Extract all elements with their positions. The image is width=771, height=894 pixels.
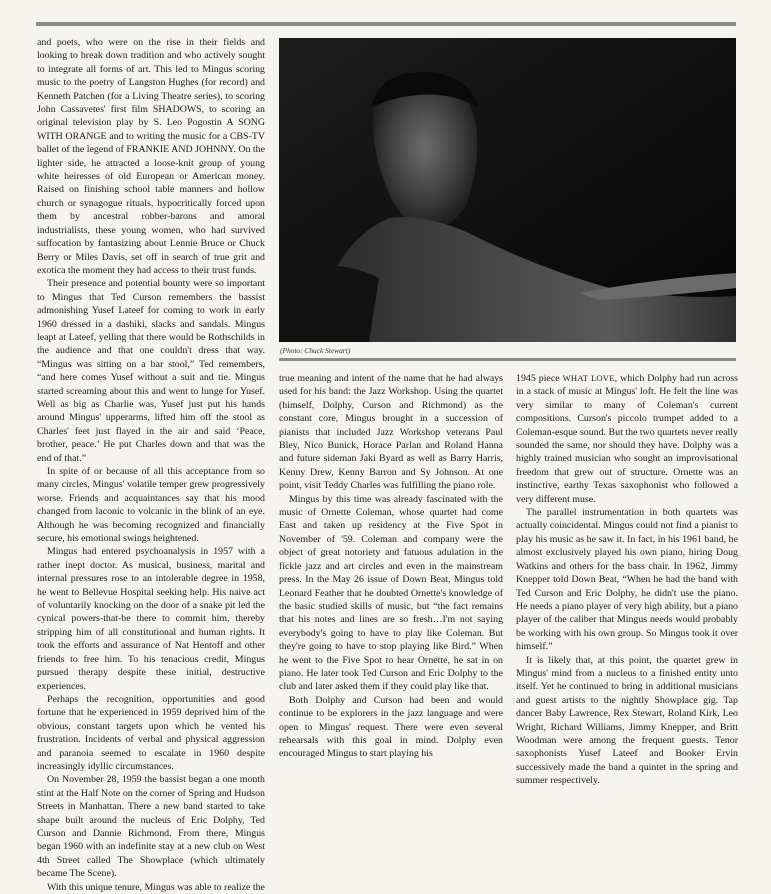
paragraph: Both Dolphy and Curson had been and would continue to be explorers in the jazz language and were open to Mingus' request. There were even several rehearsals with this goal in mind. Dolphy even encouraged Mingus to start playing his bbox=[279, 694, 503, 760]
photo-portrait-image bbox=[279, 38, 736, 342]
photo-bottom-rule bbox=[279, 358, 736, 361]
paragraph: It is likely that, at this point, the quartet grew in Mingus' mind from a nucleus to a finished entity unto itself. Yet he continued to bring in additional musicians and guest artists to the nightly Showplace gig. Tap dancer Baby Lawrence, Rex Stewart, Roland Kirk, Leo Wright, Richard Williams, Jimmy Knepper, and Britt Woodman were among the frequent guests. Tenor saxophonists Yusef Lateef and Booker Ervin successively made the band a quintet in the spring and summer respectively. bbox=[516, 654, 738, 787]
top-rule bbox=[36, 22, 736, 26]
paragraph: and poets, who were on the rise in their fields and looking to break down tradition and who actively sought to integrate all forms of art. This led to Mingus scoring music to the poetry of Langston Hughes (for record) and Kenneth Patchen (for a Living Theatre series), to scoring John Cassavetes' first film SHADOWS, to scoring an original television play by S. Leo Pogostin A SONG WITH ORANGE and to writing the music for a CBS-TV ballet of the legend of FRANKIE AND JOHNNY. On the lighter side, he attracted a loose-knit group of young white heiresses of old European or American money. Raised on finishing school table manners and hollow church or synagogue rituals, hypocritically forced upon them by ancestral robber-barons and amoral industrialists, these young women, who had survived suffocation by fantasizing about Lennie Bruce or Chuck Berry or Miles Davis, set off in search of true grit and exotica the moment they had access to their trust funds. bbox=[37, 37, 265, 276]
text-column-right bbox=[516, 372, 738, 788]
paragraph: Mingus by this time was already fascinated with the music of Ornette Coleman, whose quartet had come East and taken up residency at the Five Spot in November of '59. Coleman and company were the object of great notoriety and fatuous adulation in the fickle jazz and art circles and even in the mainstream press. In the May 26 issue of Down Beat, Mingus told Leonard Feather that he doubted Ornette's knowledge of the basic studied skills of music, but “the fact remains that his notes and lines are so fresh…I'm not saying everybody's going to have to play like Coleman. But they're going to have to stop playing like Bird.” When he went to the Five Spot to hear Ornette, he sat in on piano. He later took Ted Curson and Eric Dolphy to the club and later asked them if they could play like that. bbox=[279, 493, 503, 693]
text-column-left bbox=[37, 36, 265, 894]
paragraph bbox=[516, 372, 738, 506]
paragraph: Their presence and potential bounty were so important to Mingus that Ted Curson remembers the bassist admonishing Yusef Lateef for coming to work in early 1960 dressed in a dashiki, slacks and sandals. Mingus leapt at Lateef, yelling that there would be Rothschilds in the audience and that one couldn't dress that way. “Mingus was sitting on a bar stool,” Ted remembers, “and here comes Yusef without a suit and tie. Mingus started screaming about this and went to lunge for Yusef. Well as big as Charlie was, Yusef just put his hands around Mingus' upperarms, lifted him off the stool as Charles' feet just flayed in the air and said ‘Peace, brother, peace.’ He put Charles down and that was the end of that.” bbox=[37, 278, 265, 464]
text-column-middle bbox=[279, 372, 503, 761]
paragraph: On November 28, 1959 the bassist began a one month stint at the Half Note on the corner of Spring and Hudson Streets in Manhattan. There a new band started to take shape built around the nucleus of Eric Dolphy, Ted Curson and Dannie Richmond. From there, Mingus began 1960 with an indefinite stay at a new club on West 4th Street called The Showplace (which ultimately became The Scene). bbox=[37, 774, 265, 880]
song-title: WHAT LOVE bbox=[562, 373, 615, 383]
photo-caption: (Photo: Chuck Stewart) bbox=[280, 346, 351, 355]
paragraph-text: , which Dolphy had run across in a stack of music at Mingus' loft. He felt the line was very similar to many of Coleman's current compositions. Curson's piccolo trumpet added to a Coleman-esque sound. But the two quartets never really sounded the same, nor should they have. Dolphy was a highly trained musician who sought an improvisational freedom that grew out of structure. Ornette was an instinctive, earthy Texas saxophonist who followed a very different muse. bbox=[516, 373, 739, 505]
paragraph: In spite of or because of all this acceptance from so many circles, Mingus' volatile temper grew progressively worse. Friends and acquaintances say that his mood changed from laconic to volcanic in the blink of an eye. Although he was becoming recognized and financially secure, his emotional swings heightened. bbox=[37, 466, 265, 545]
photo-mingus bbox=[279, 38, 736, 342]
paragraph: With this unique tenure, Mingus was able to realize the bbox=[47, 881, 265, 893]
paragraph: The parallel instrumentation in both quartets was actually coincidental. Mingus could not find a pianist to play his music as he saw it. In fact, in his 1961 band, he almost exclusively played his own piano, hiring Doug Watkins and others for the bass chair. In 1962, Jimmy Knepper told Down Beat, “When he had the band with Ted Curson and Eric Dolphy, he didn't use the piano. He needs a piano player of very high ability, but a piano player of the caliber that Mingus needs would probably be working with his own group. So Mingus took it over himself.” bbox=[516, 507, 738, 653]
paragraph: Perhaps the recognition, opportunities and good fortune that he experienced in 1959 deprived him of the obvious, constant targets upon which he vented his frustration. Incidents of verbal and physical aggression and paranoia seemed to escalate in 1960 despite increasingly idyllic circumstances. bbox=[37, 693, 265, 772]
paragraph: Mingus had entered psychoanalysis in 1957 with a rather inept doctor. As musical, business, marital and internal pressures rose to an intolerable degree in 1958, he went to Bellevue Hospital seeking help. His naive act of voluntarily knocking on the door of a snake pit led the cynical powers-that-be there to commit him, thereby stripping him of all constitutional and human rights. It took the efforts and assurance of Nat Hentoff and other friends to free him. To his tenacious credit, Mingus pursued therapy despite these initial, destructive experiences. bbox=[37, 546, 265, 692]
paragraph: true meaning and intent of the name that he had always used for his band: the Jazz Workshop. Using the quartet (himself, Dolphy, Curson and Richmond) as the constant core, Mingus brought in a succession of pianists that included Jazz Workshop veterans Paul Bley, Nico Bunick, Horace Parlan and Roland Hanna and future sideman Jaki Byard as well as Barry Harris, Kenny Drew, Kenny Barron and Sy Johnson. At one point, visit Teddy Charles was fulfilling the piano role. bbox=[279, 373, 503, 492]
paragraph-text: 1945 piece bbox=[516, 373, 560, 384]
